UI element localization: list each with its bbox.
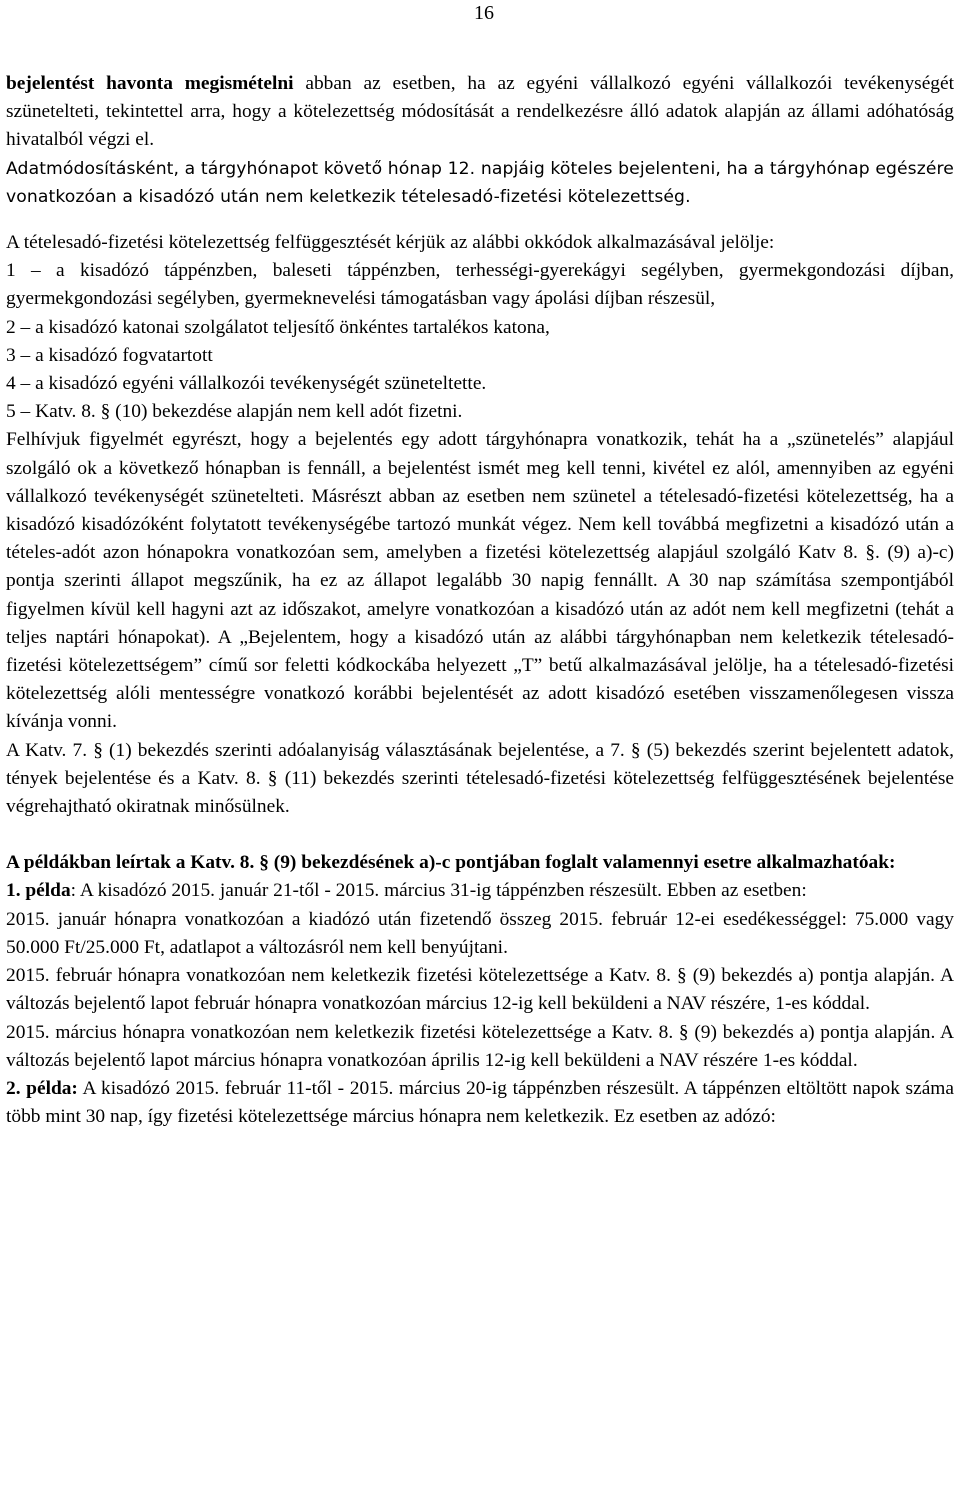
intro-bold-lead: bejelentést havonta megismételni <box>6 73 294 94</box>
codes-intro: A tételesadó-fizetési kötelezettség felfüggesztését kérjük az alábbi okkódok alkalmazásával jelölje: <box>6 232 775 254</box>
code-item-4: 4 – a kisadózó egyéni vállalkozói tevékenységét szüneteltette. <box>6 373 487 395</box>
example-2-label: 2. példa: <box>6 1077 78 1099</box>
example-1-line-3: 2015. március hónapra vonatkozóan nem keletkezik fizetési kötelezettsége a Katv. 8. § (9) bekezdés a) pontja alapján. A változás bejelentő lapot március hónapra vonatkozóan április 12-ig kell beküldeni a NAV részére 1-es kóddal. <box>6 1021 954 1071</box>
page-number: 16 <box>474 2 494 24</box>
attention-paragraph: Felhívjuk figyelmét egyrészt, hogy a bejelentés egy adott tárgyhónapra vonatkozik, tehát ha a „szünetelés” alapjául szolgáló ok a következő hónapban is fennáll, a bejelentést ismét meg kell tenni, kivétel ez alól, amennyiben az egyéni vállalkozó tevékenységét szünetelteti. Másrészt abban az esetben nem szünetel a tételesadó-fizetési kötelezettség, ha a kisadózó kisadózóként folytatott tevékenységébe tartozó munkát végez. Nem kell továbbá megfizetni a kisadózó után a tételes-adót azon hónapokra vonatkozóan sem, amelyben a fizetési kötelezettség alapjául szolgáló Katv 8. §. (9) a)-c) pontja szerinti állapot megszűnik, ha ez az állapot legalább 30 napig fennállt. A 30 nap számítása szempontjából figyelmen kívül kell hagyni azt az időszakot, amelyre vonatkozóan a kisadózó után az adót nem kell megfizetni (tehát a teljes naptári hónapokat). A „Bejelentem, hogy a kisadózó után az alábbi tárgyhónapban nem keletkezik tételesadó-fizetési kötelezettségem” című sor feletti kódkockába helyezett „T” betű alkalmazásával jelölje, ha a tételesadó-fizetési kötelezettség alóli mentességre vonatkozó korábbi bejelentését az adott kisadózó esetében visszamenőlegesen vissza kívánja vonni. <box>6 429 954 733</box>
modification-paragraph: Adatmódosításként, a tárgyhónapot követő hónap 12. napjáig köteles bejelenteni, ha a tárgyhónap egészére vonatkozóan a kisadózó után nem keletkezik tételesadó-fizetési kötelezettség. <box>6 158 954 207</box>
code-item-1: 1 – a kisadózó táppénzben, baleseti táppénzben, terhességi-gyerekágyi segélyben, gyermekgondozási díjban, gyermekgondozási segélyben, gyermeknevelési támogatásban vagy ápolási díjban részesül, <box>6 260 954 310</box>
spacer <box>6 821 954 849</box>
spacer <box>6 211 954 229</box>
intro-text: abban az esetben, ha az egyéni vállalkozó egyéni vállalkozói tevékenységét szünetelteti, tekintettel arra, hogy a kötelezettség módosítását a rendelkezésre álló adatok alapján az állami adóhatóság hivatalból végzi el. <box>6 73 954 151</box>
katv-note-paragraph: A Katv. 7. § (1) bekezdés szerinti adóalanyiság választásának bejelentése, a 7. § (5) bekezdés szerint bejelentett adatok, tények bejelentése és a Katv. 8. § (11) bekezdés szerinti tételesadó-fizetési kötelezettség felfüggesztésének bejelentése végrehajtható okiratnak minősülnek. <box>6 739 954 818</box>
code-item-2: 2 – a kisadózó katonai szolgálatot teljesítő önkéntes tartalékos katona, <box>6 316 550 338</box>
example-1-intro: 1. példa: A kisadózó 2015. január 21-től - 2015. március 31-ig táppénzben részesült. Ebben az esetben: <box>6 880 807 902</box>
example-2-paragraph: 2. példa: A kisadózó 2015. február 11-től - 2015. március 20-ig táppénzben részesült. A táppénzen eltöltött napok száma több mint 30 nap, így fizetési kötelezettsége március hónapra nem keletkezik. Ez esetben az adózó: <box>6 1077 954 1128</box>
example-1-label: 1. példa <box>6 880 71 902</box>
example-1-line-2: 2015. február hónapra vonatkozóan nem keletkezik fizetési kötelezettsége a Katv. 8. § (9) bekezdés a) pontja alapján. A változás bejelentő lapot február hónapra vonatkozóan március 12-ig kell beküldeni a NAV részére, 1-es kóddal. <box>6 965 954 1015</box>
intro-paragraph <box>6 70 954 155</box>
document-body <box>6 70 954 1131</box>
example-1-line-1: 2015. január hónapra vonatkozóan a kiadózó után fizetendő összeg 2015. február 12-ei esedékességgel: 75.000 vagy 50.000 Ft/25.000 Ft, adatlapot a változásról nem kell benyújtani. <box>6 908 954 958</box>
code-item-3: 3 – a kisadózó fogvatartott <box>6 344 213 366</box>
code-item-5: 5 – Katv. 8. § (10) bekezdése alapján nem kell adót fizetni. <box>6 401 463 423</box>
examples-heading: A példákban leírtak a Katv. 8. § (9) bekezdésének a)-c pontjában foglalt valamennyi esetre alkalmazhatóak: <box>6 852 896 874</box>
